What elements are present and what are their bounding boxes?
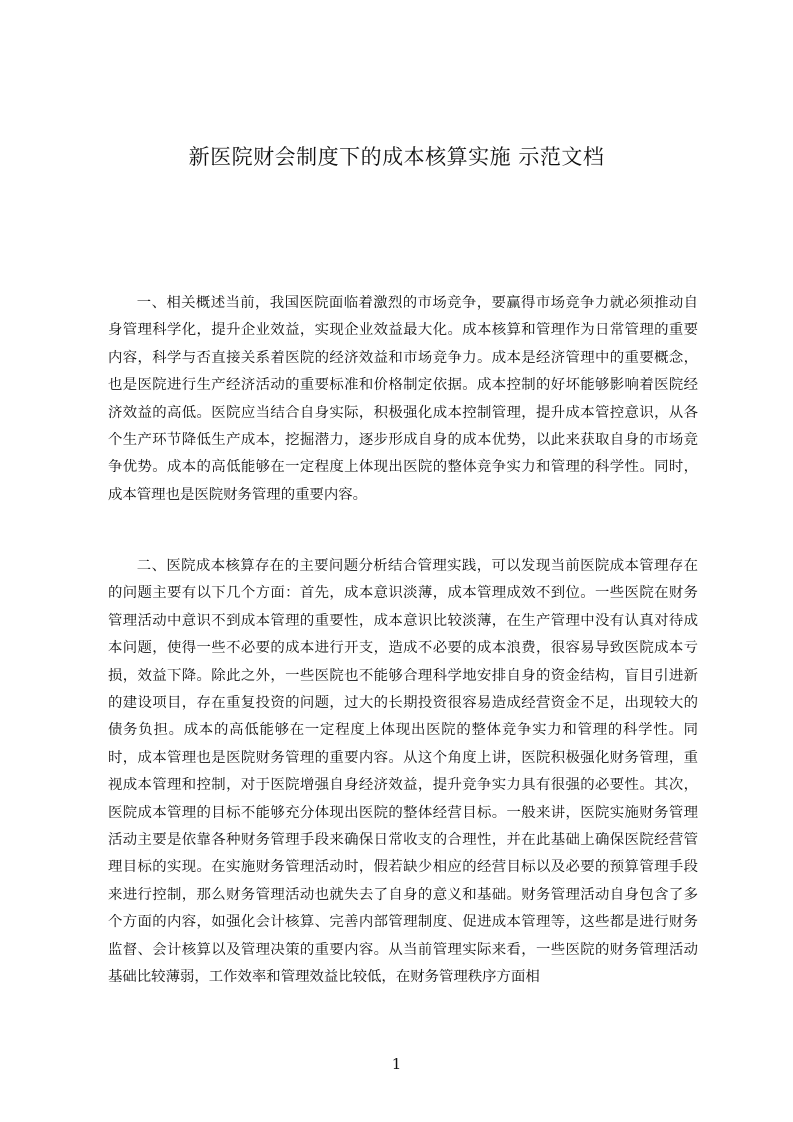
page-number: 1 <box>391 1055 402 1073</box>
paragraph-problems: 二、医院成本核算存在的主要问题分析结合管理实践，可以发现当前医院成本管理存在的问题主要有以下几个方面：首先，成本意识淡薄，成本管理成效不到位。一些医院在财务管理活动中意识不到成本管理的重要性，成本意识比较淡薄，在生产管理中没有认真对待成本问题，使得一些不必要的成本进行开支，造成不必要的成本浪费，很容易导致医院成本亏损，效益下降。除此之外，一些医院也不能够合理科学地安排自身的资金结构，盲目引进新的建设项目，存在重复投资的问题，过大的长期投资很容易造成经营资金不足，出现较大的债务负担。成本的高低能够在一定程度上体现出医院的整体竞争实力和管理的科学性。同时，成本管理也是医院财务管理的重要内容。从这个角度上讲，医院积极强化财务管理，重视成本管理和控制，对于医院增强自身经济效益，提升竞争实力具有很强的必要性。其次，医院成本管理的目标不能够充分体现出医院的整体经营目标。一般来讲，医院实施财务管理活动主要是依靠各种财务管理手段来确保日常收支的合理性，并在此基础上确保医院经营管理目标的实现。在实施财务管理活动时，假若缺少相应的经营目标以及必要的预算管理手段来进行控制，那么财务管理活动也就失去了自身的意义和基础。财务管理活动自身包含了多个方面的内容，如强化会计核算、完善内部管理制度、促进成本管理等，这些都是进行财务监督、会计核算以及管理决策的重要内容。从当前管理实际来看，一些医院的财务管理活动基础比较薄弱，工作效率和管理效益比较低，在财务管理秩序方面相 <box>108 558 698 986</box>
document-title: 新医院财会制度下的成本核算实施 示范文档 <box>188 145 605 169</box>
paragraph-overview: 一、相关概述当前，我国医院面临着激烈的市场竞争，要赢得市场竞争力就必须推动自身管理科学化，提升企业效益，实现企业效益最大化。成本核算和管理作为日常管理的重要内容，科学与否直接关系着医院的经济效益和市场竞争力。成本是经济管理中的重要概念，也是医院进行生产经济活动的重要标准和价格制定依据。成本控制的好坏能够影响着医院经济效益的高低。医院应当结合自身实际，积极强化成本控制管理，提升成本管控意识，从各个生产环节降低生产成本，挖掘潜力，逐步形成自身的成本优势，以此来获取自身的市场竞争优势。成本的高低能够在一定程度上体现出医院的整体竞争实力和管理的科学性。同时，成本管理也是医院财务管理的重要内容。 <box>108 295 698 503</box>
